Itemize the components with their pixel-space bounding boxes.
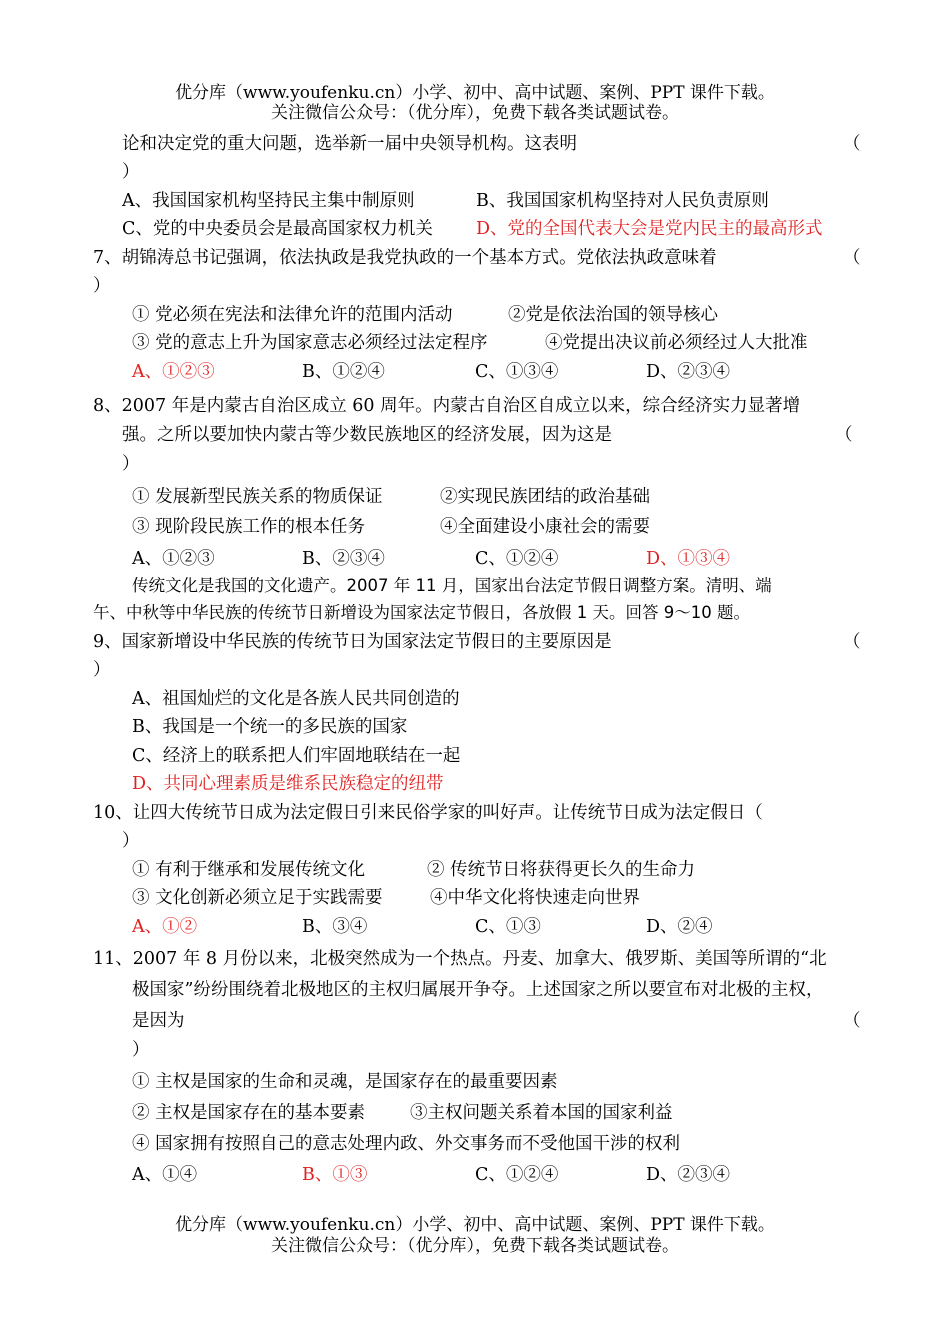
q7-text: 7、胡锦涛总书记强调，依法执政是我党执政的一个基本方式。党依法执政意味着: [93, 248, 717, 268]
q6-text: 论和决定党的重大问题，选举新一届中央领导机构。这表明: [122, 134, 577, 154]
footer-line-1: 优分库（www.youfenku.cn）小学、初中、高中试题、案例、PPT 课件下载。: [175, 1215, 775, 1235]
q7-statement-1: ① 党必须在宪法和法律允许的范围内活动: [132, 305, 453, 325]
q8-option-d-answer: D、①③④: [646, 549, 731, 569]
q7-statement-3: ③ 党的意志上升为国家意志必须经过法定程序: [132, 333, 488, 353]
q8-text-line-2: 强。之所以要加快内蒙古等少数民族地区的经济发展，因为这是: [122, 425, 612, 445]
q7-statement-4: ④党提出决议前必须经过人大批准: [545, 333, 808, 353]
q7-option-b: B、①②④: [302, 362, 385, 382]
q7-paren-close: ）: [93, 276, 111, 296]
q8-paren-open: （: [835, 425, 853, 445]
q10-option-b: B、③④: [302, 917, 368, 937]
q9-option-c: C、经济上的联系把人们牢固地联结在一起: [132, 746, 461, 766]
q10-option-d: D、②④: [646, 917, 713, 937]
material-line-1: 传统文化是我国的文化遗产。2007 年 11 月，国家出台法定节假日调整方案。清明、端: [132, 576, 772, 595]
q6-paren-close: ）: [122, 162, 140, 182]
q6-option-a: A、我国国家机构坚持民主集中制原则: [122, 191, 415, 211]
q11-paren-open: （: [843, 1011, 861, 1031]
q11-statement-4: ④ 国家拥有按照自己的意志处理内政、外交事务而不受他国干涉的权利: [132, 1134, 681, 1154]
q11-text-line-3: 是因为: [132, 1011, 185, 1031]
q9-paren-close: ）: [93, 660, 111, 680]
q6-option-b: B、我国国家机构坚持对人民负责原则: [476, 191, 769, 211]
q10-statement-1: ① 有利于继承和发展传统文化: [132, 860, 366, 880]
q10-option-a-answer: A、①②: [132, 917, 198, 937]
q7-option-a-answer: A、①②③: [132, 362, 215, 382]
q8-statement-4: ④全面建设小康社会的需要: [440, 517, 650, 537]
q11-option-d: D、②③④: [646, 1165, 731, 1185]
q11-text-line-1: 11、2007 年 8 月份以来，北极突然成为一个热点。丹麦、加拿大、俄罗斯、美国等所谓的“北: [93, 949, 827, 969]
q9-option-d-answer: D、共同心理素质是维系民族稳定的纽带: [132, 774, 444, 794]
q10-statement-2: ② 传统节日将获得更长久的生命力: [427, 860, 696, 880]
q11-statement-2: ② 主权是国家存在的基本要素: [132, 1103, 366, 1123]
q10-statement-4: ④中华文化将快速走向世界: [430, 888, 640, 908]
q8-statement-3: ③ 现阶段民族工作的根本任务: [132, 517, 366, 537]
q11-option-c: C、①②④: [475, 1165, 559, 1185]
q7-statement-2: ②党是依法治国的领导核心: [508, 305, 718, 325]
q6-paren-open: （: [843, 134, 861, 154]
q11-text-line-2: 极国家”纷纷围绕着北极地区的主权归属展开争夺。上述国家之所以要宣布对北极的主权，: [132, 980, 824, 1000]
q11-statement-3: ③主权问题关系着本国的国家利益: [410, 1103, 673, 1123]
q8-option-b: B、②③④: [302, 549, 385, 569]
q8-option-c: C、①②④: [475, 549, 559, 569]
header-line-1: 优分库（www.youfenku.cn）小学、初中、高中试题、案例、PPT 课件下载。: [175, 83, 775, 103]
q10-option-c: C、①③: [475, 917, 541, 937]
q10-statement-3: ③ 文化创新必须立足于实践需要: [132, 888, 383, 908]
q8-statement-1: ① 发展新型民族关系的物质保证: [132, 487, 383, 507]
q8-paren-close: ）: [122, 454, 140, 474]
q11-option-a: A、①④: [132, 1165, 198, 1185]
q6-option-d-answer: D、党的全国代表大会是党内民主的最高形式: [476, 219, 823, 239]
q9-text: 9、国家新增设中华民族的传统节日为国家法定节假日的主要原因是: [93, 632, 612, 652]
q10-paren-close: ）: [122, 831, 140, 851]
q8-option-a: A、①②③: [132, 549, 215, 569]
q10-text: 10、让四大传统节日成为法定假日引来民俗学家的叫好声。让传统节日成为法定假日（: [93, 803, 763, 823]
q8-text-line-1: 8、2007 年是内蒙古自治区成立 60 周年。内蒙古自治区自成立以来，综合经济实力显著增: [93, 396, 801, 416]
header-line-2: 关注微信公众号：（优分库），免费下载各类试题试卷。: [271, 103, 679, 123]
q7-option-d: D、②③④: [646, 362, 731, 382]
material-line-2: 午、中秋等中华民族的传统节日新增设为国家法定节假日，各放假 1 天。回答 9～10 题。: [93, 603, 750, 622]
q9-paren-open: （: [843, 632, 861, 652]
q6-option-c: C、党的中央委员会是最高国家权力机关: [122, 219, 433, 239]
q9-option-a: A、祖国灿烂的文化是各族人民共同创造的: [132, 689, 460, 709]
footer-line-2: 关注微信公众号：（优分库），免费下载各类试题试卷。: [271, 1236, 679, 1256]
q8-statement-2: ②实现民族团结的政治基础: [440, 487, 650, 507]
q7-paren-open: （: [843, 248, 861, 268]
q9-option-b: B、我国是一个统一的多民族的国家: [132, 717, 408, 737]
q7-option-c: C、①③④: [475, 362, 559, 382]
q11-paren-close: ）: [132, 1040, 150, 1060]
q11-statement-1: ① 主权是国家的生命和灵魂，是国家存在的最重要因素: [132, 1072, 558, 1092]
q11-option-b-answer: B、①③: [302, 1165, 368, 1185]
